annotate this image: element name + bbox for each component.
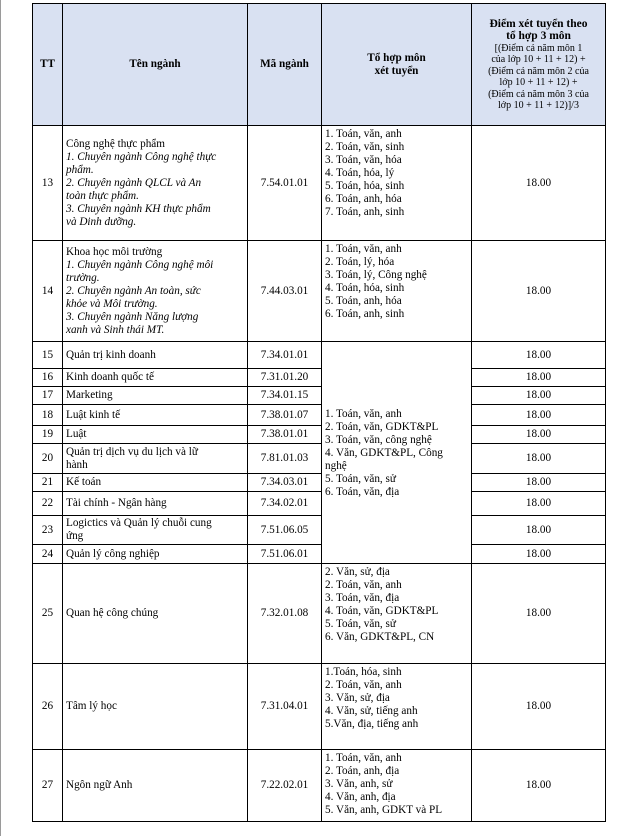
combo-line: 3. Toán, văn, hóa <box>325 154 402 166</box>
table-row <box>33 516 606 545</box>
combo-line: 1. Toán, văn, anh <box>325 243 402 255</box>
combo-line: 5. Toán, hóa, sinh <box>325 180 405 192</box>
row-tt: 16 <box>33 369 63 387</box>
row-score: 18.00 <box>472 444 606 474</box>
table-row <box>33 387 606 405</box>
header-combos <box>322 4 472 126</box>
combo-line: 3. Văn, anh, sử <box>325 778 393 790</box>
combo-line: 4. Toán, hóa, lý <box>325 167 395 179</box>
table-row <box>33 474 606 492</box>
row-tt: 22 <box>33 492 63 516</box>
combo-line: 4. Văn, GDKT&PL, Công <box>325 447 443 459</box>
header-score-title: tổ hợp 3 môn <box>506 30 571 42</box>
header-score-formula: của lớp 10 + 11 + 12) + <box>491 54 586 65</box>
specialization-line: 1. Chuyên ngành Công nghệ thực <box>66 150 217 163</box>
row-name: Kinh doanh quốc tế <box>63 369 248 387</box>
combo-line: 2. Toán, văn, anh <box>325 579 402 591</box>
row-tt: 17 <box>33 387 63 405</box>
specialization-line: khỏe và Môi trường. <box>66 297 158 310</box>
combo-line: 7. Toán, anh, sinh <box>325 206 405 218</box>
combo-line: 1. Toán, văn, anh <box>325 128 402 140</box>
header-code: Mã ngành <box>248 4 322 126</box>
row-code: 7.51.06.01 <box>248 545 322 564</box>
major-title: ứng <box>66 530 84 542</box>
row-score: 18.00 <box>472 750 606 822</box>
combo-line: 6. Toán, anh, sinh <box>325 308 405 320</box>
row-name: Luật kinh tế <box>63 405 248 426</box>
combo-line: 2. Toán, anh, địa <box>325 765 400 777</box>
header-score-formula: lớp 10 + 11 + 12) + <box>499 77 578 88</box>
header-score-formula: lớp 10 + 11 + 12)]/3 <box>498 100 579 111</box>
combo-line: 3. Văn, sử, địa <box>325 692 390 704</box>
row-code: 7.22.02.01 <box>248 750 322 822</box>
row-tt: 13 <box>33 126 63 241</box>
header-score-formula: (Điểm cả năm môn 2 của <box>488 65 589 77</box>
row-code: 7.81.01.03 <box>248 444 322 474</box>
combo-line: 5. Toán, anh, hóa <box>325 295 402 307</box>
row-name: Ngôn ngữ Anh <box>63 750 248 822</box>
specialization-line: 1. Chuyên ngành Công nghệ môi <box>66 258 214 271</box>
combo-line: 5. Toán, văn, sử <box>325 618 396 630</box>
row-tt: 24 <box>33 545 63 564</box>
combo-line: 6. Toán, văn, địa <box>325 486 400 498</box>
table-row <box>33 664 606 750</box>
combo-line: 6. Toán, anh, hóa <box>325 193 402 205</box>
combo-line: 4. Văn, anh, địa <box>325 791 396 803</box>
major-title: hành <box>66 458 88 471</box>
major-title: Logictics và Quản lý chuỗi cung <box>66 517 212 529</box>
row-score: 18.00 <box>472 516 606 545</box>
row-combos <box>322 564 472 664</box>
row-score: 18.00 <box>472 564 606 664</box>
row-score: 18.00 <box>472 664 606 750</box>
table-row <box>33 426 606 444</box>
combo-line: 1. Toán, văn, anh <box>325 408 402 420</box>
row-combos <box>322 241 472 342</box>
specialization-line: 3. Chuyên ngành Năng lượng <box>66 310 199 323</box>
table-row <box>33 126 606 241</box>
row-score: 18.00 <box>472 369 606 387</box>
combo-line: 2. Văn, sử, địa <box>325 566 390 578</box>
table-row <box>33 405 606 426</box>
row-score: 18.00 <box>472 387 606 405</box>
row-name <box>63 444 248 474</box>
row-tt: 18 <box>33 405 63 426</box>
row-tt: 20 <box>33 444 63 474</box>
header-name: Tên ngành <box>63 4 248 126</box>
row-score: 18.00 <box>472 545 606 564</box>
row-score: 18.00 <box>472 126 606 241</box>
combo-line: 5. Văn, anh, GDKT và PL <box>325 804 443 816</box>
combo-line: 3. Toán, văn, công nghệ <box>325 434 432 446</box>
table-row <box>33 241 606 342</box>
table-row <box>33 444 606 474</box>
row-combos <box>322 126 472 241</box>
row-name: Tâm lý học <box>63 664 248 750</box>
header-score-formula: [(Điểm cả năm môn 1 <box>494 42 583 54</box>
row-name <box>63 126 248 241</box>
header-combos-line: xét tuyển <box>374 64 419 77</box>
header-row <box>33 4 606 126</box>
table-row <box>33 750 606 822</box>
row-tt: 15 <box>33 342 63 369</box>
major-title: Công nghệ thực phẩm <box>66 137 165 150</box>
row-code: 7.34.03.01 <box>248 474 322 492</box>
row-name: Luật <box>63 426 248 444</box>
combo-line: 6. Văn, GDKT&PL, CN <box>325 631 435 643</box>
row-score: 18.00 <box>472 241 606 342</box>
combo-line: 2. Toán, văn, GDKT&PL <box>325 421 439 433</box>
row-code: 7.34.01.15 <box>248 387 322 405</box>
row-tt: 26 <box>33 664 63 750</box>
row-code: 7.38.01.01 <box>248 426 322 444</box>
combo-line: 4. Toán, hóa, sinh <box>325 282 405 294</box>
combo-line: 2. Toán, văn, sinh <box>325 141 405 153</box>
specialization-line: phẩm. <box>66 163 94 176</box>
row-tt: 21 <box>33 474 63 492</box>
table-row <box>33 369 606 387</box>
row-name: Marketing <box>63 387 248 405</box>
row-score: 18.00 <box>472 492 606 516</box>
row-name <box>63 516 248 545</box>
combo-line: nghệ <box>325 460 347 472</box>
header-combos-line: Tổ hợp môn <box>367 51 426 64</box>
row-code: 7.32.01.08 <box>248 564 322 664</box>
row-code: 7.44.03.01 <box>248 241 322 342</box>
combo-line: 5. Toán, văn, sử <box>325 473 396 485</box>
combo-line: 2. Toán, lý, hóa <box>325 256 395 268</box>
row-code: 7.34.01.01 <box>248 342 322 369</box>
shared-combos <box>322 342 472 564</box>
row-tt: 14 <box>33 241 63 342</box>
header-score <box>472 4 606 126</box>
row-score: 18.00 <box>472 474 606 492</box>
row-name <box>63 241 248 342</box>
admission-table <box>32 3 606 822</box>
header-score-title: Điểm xét tuyển theo <box>489 17 588 30</box>
combo-line: 3. Toán, văn, địa <box>325 592 400 604</box>
row-code: 7.34.02.01 <box>248 492 322 516</box>
row-combos <box>322 750 472 822</box>
table-row <box>33 564 606 664</box>
row-name: Kế toán <box>63 474 248 492</box>
row-code: 7.31.01.20 <box>248 369 322 387</box>
specialization-line: và Dinh dưỡng. <box>66 215 137 228</box>
row-score: 18.00 <box>472 342 606 369</box>
major-title: Khoa học môi trường <box>66 245 163 258</box>
table-row <box>33 342 606 369</box>
specialization-line: 2. Chuyên ngành QLCL và An <box>66 176 202 189</box>
specialization-line: 3. Chuyên ngành KH thực phẩm <box>66 202 211 215</box>
combo-line: 4. Toán, văn, GDKT&PL <box>325 605 439 617</box>
specialization-line: xanh và Sinh thái MT. <box>66 323 165 336</box>
combo-line: 1. Toán, văn, anh <box>325 752 402 764</box>
combo-line: 4. Văn, sử, tiếng anh <box>325 705 418 717</box>
row-score: 18.00 <box>472 405 606 426</box>
row-name: Quản lý công nghiệp <box>63 545 248 564</box>
row-tt: 19 <box>33 426 63 444</box>
row-name: Quản trị kinh doanh <box>63 342 248 369</box>
row-code: 7.38.01.07 <box>248 405 322 426</box>
row-code: 7.31.04.01 <box>248 664 322 750</box>
specialization-line: toàn thực phẩm. <box>66 189 139 202</box>
table-row <box>33 545 606 564</box>
header-tt: TT <box>33 4 63 126</box>
row-score: 18.00 <box>472 426 606 444</box>
row-name: Tài chính - Ngân hàng <box>63 492 248 516</box>
table-row <box>33 492 606 516</box>
row-combos <box>322 664 472 750</box>
specialization-line: 2. Chuyên ngành An toàn, sức <box>66 284 201 297</box>
major-title: Quản trị dịch vụ du lịch và lữ <box>66 445 198 458</box>
row-code: 7.51.06.05 <box>248 516 322 545</box>
header-score-formula: (Điểm cả năm môn 3 của <box>488 88 589 100</box>
specialization-line: trường. <box>66 271 100 284</box>
row-tt: 27 <box>33 750 63 822</box>
combo-line: 2. Toán, văn, anh <box>325 679 402 691</box>
combo-line: 1.Toán, hóa, sinh <box>325 666 402 678</box>
row-code: 7.54.01.01 <box>248 126 322 241</box>
row-name: Quan hệ công chúng <box>63 564 248 664</box>
combo-line: 5.Văn, địa, tiếng anh <box>325 718 419 730</box>
row-tt: 25 <box>33 564 63 664</box>
combo-line: 3. Toán, lý, Công nghệ <box>325 269 427 281</box>
row-tt: 23 <box>33 516 63 545</box>
